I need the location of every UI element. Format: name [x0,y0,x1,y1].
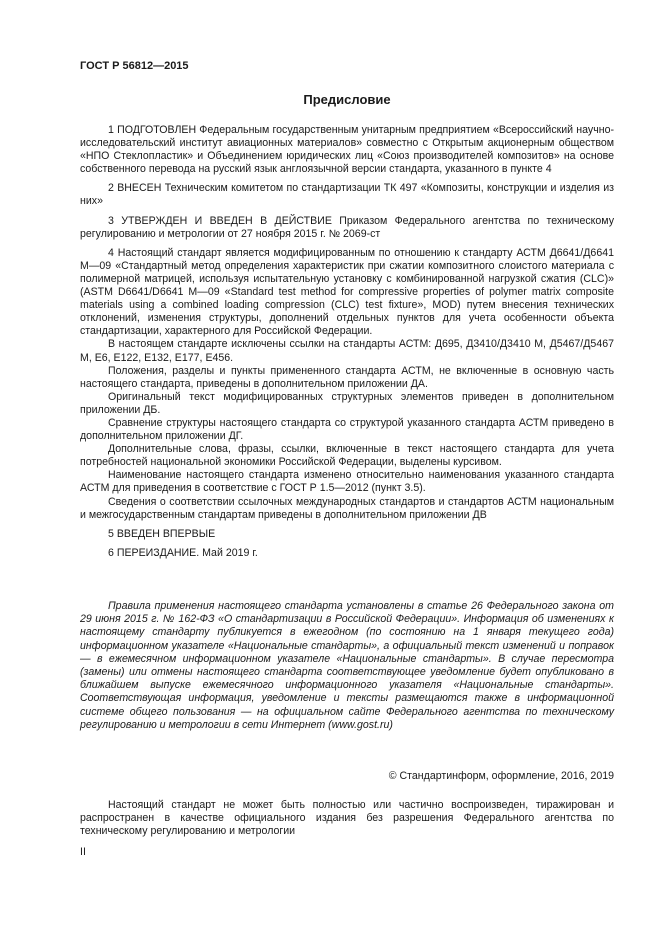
foreword-item-3: 3 УТВЕРЖДЕН И ВВЕДЕН В ДЕЙСТВИЕ Приказом Федерального агентства по техническому регулированию и метрологии от 27 ноября 2015 г. № 2069-ст [80,214,614,240]
foreword-item-4-italics-note: Дополнительные слова, фразы, ссылки, включенные в текст настоящего стандарта для учета потребностей национальной экономики Российской Федерации, выделены курсивом. [80,443,614,469]
foreword-item-4-appendix-da: Положения, разделы и пункты примененного стандарта АСТМ, не включенные в основную часть настоящего стандарта, приведены в дополнительном приложении ДА. [80,364,614,390]
foreword-item-4-appendix-db: Оригинальный текст модифицированных структурных элементов приведен в дополнительном приложении ДБ. [80,390,614,416]
notice-text: Правила применения настоящего стандарта установлены в статье 26 Федерального закона от 29 июня 2015 г. № 162-ФЗ «О стандартизации в Российской Федерации». Информация об изменениях к настоящему стандарту публикуется в ежегодном (по состоянию на 1 января текущего года) информационном указателе «Национальные стандарты», а официальный текст изменений и поправок — в ежемесячном информационном указателе «Национальные стандарты». В случае пересмотра (замены) или отмены настоящего стандарта соответствующее уведомление будет опубликовано в ближайшем выпуске ежемесячного информационного указателя «Национальные стандарты». Соответствующая информация, уведомление и тексты размещаются также в информационной системе общего пользования — на официальном сайте Федерального агентства по техническому регулированию и метрологии в сети Интернет (www.gost.ru) [80,600,614,731]
reproduction-text: Настоящий стандарт не может быть полностью или частично воспроизведен, тиражирован и распространен в качестве официального издания без разрешения Федерального агентства по техническому регулированию и метрологии [80,799,614,838]
foreword-item-5: 5 ВВЕДЕН ВПЕРВЫЕ [108,527,216,540]
foreword-item-2: 2 ВНЕСЕН Техническим комитетом по стандартизации ТК 497 «Композиты, конструкции и изделия из них» [80,182,614,208]
page-title: Предисловие [303,92,391,107]
application-rules-notice [80,600,614,732]
reproduction-notice [80,799,614,839]
foreword-item-4-appendix-dg: Сравнение структуры настоящего стандарта со структурой указанного стандарта АСТМ приведено в дополнительном приложении ДГ. [80,416,614,443]
foreword-item-6: 6 ПЕРЕИЗДАНИЕ. Май 2019 г. [108,546,258,559]
foreword-item-4: 4 Настоящий стандарт является модифицированным по отношению к стандарту АСТМ Д6641/Д6641 М—09 «Стандартный метод определения характеристик при сжатии композитного слоистого материала с полимерной матрицей, используя испытательную установку с комбинированной нагрузкой сжатия (CLC)» (ASTM D6641/D6641 M—09 «Standard test method for compressive properties of polymer matrix composite materials using a combined loading compression (CLC) test fixture», MOD) путем внесения технических отклонений, изменения структуры, дополнений отдельных пунктов для учета особенности объекта стандартизации, характерного для Российской Федерации. [80,246,614,338]
foreword-item-4-appendix-dv: Сведения о соответствии ссылочных международных стандартов и стандартов АСТМ национальным и межгосударственным стандартам приведены в дополнительном приложении ДВ [80,495,614,521]
foreword-item-1: 1 ПОДГОТОВЛЕН Федеральным государственным унитарным предприятием «Всероссийский научно-исследовательский институт авиационных материалов» совместно с Открытым акционерным обществом «НПО Стеклопластик» и Объединением юридических лиц «Союз производителей композитов» на основе собственного перевода на русский язык англоязычной версии стандарта, указанного в пункте 4 [80,124,614,176]
page-number: II [80,846,86,858]
foreword-item-4-excluded-refs: В настоящем стандарте исключены ссылки на стандарты АСТМ: Д695, Д3410/Д3410 М, Д5467/Д5467 М, Е6, Е122, Е132, Е177, Е456. [80,338,614,364]
foreword-item-4-name-change: Наименование настоящего стандарта изменено относительно наименования указанного стандарта АСТМ для приведения в соответствие с ГОСТ Р 1.5—2012 (пункт 3.5). [80,469,614,495]
foreword-body [80,118,614,560]
standard-code: ГОСТ Р 56812—2015 [80,60,189,72]
copyright-line: © Стандартинформ, оформление, 2016, 2019 [388,770,614,782]
